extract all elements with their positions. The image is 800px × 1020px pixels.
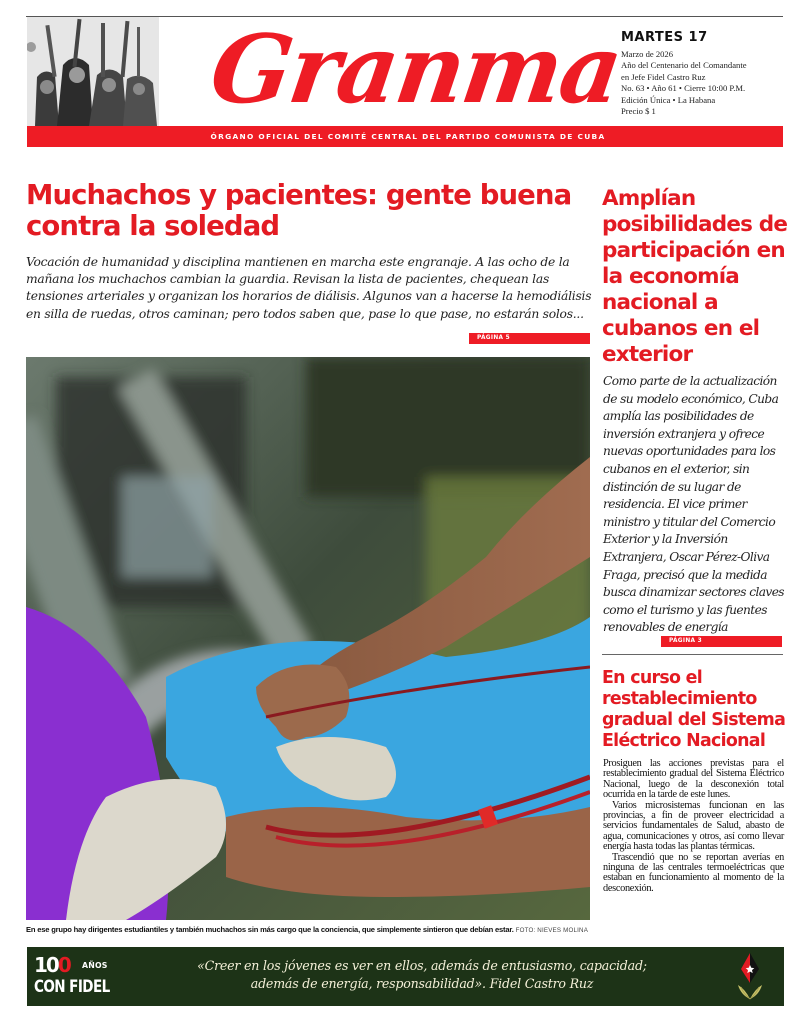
electric-paragraph-1: Prosiguen las acciones previstas para el restablecimiento gradual del Sistema Eléctrico Nacional, luego de la desconexión total ocurrida en la tarde de este lunes. bbox=[603, 758, 784, 801]
issue-info bbox=[621, 30, 791, 117]
side-headline-electric[interactable]: En curso el restablecimiento gradual del Sistema Eléctrico Nacional bbox=[602, 668, 786, 751]
electric-paragraph-2: Varios microsistemas funcionan en las provincias, a fin de proveer electricidad a servicios fundamentales de Salud, abasto de agua, comunicaciones y otros, así como llevar energía hasta todas las plantas térmicas. bbox=[603, 799, 784, 853]
main-photo-dialysis[interactable] bbox=[26, 357, 590, 920]
badge-anos: AÑOS bbox=[82, 961, 108, 970]
issue-year-dedication-2: en Jefe Fidel Castro Ruz bbox=[621, 71, 706, 82]
photo-caption bbox=[26, 924, 596, 937]
badge-100-number: 100 bbox=[34, 953, 70, 977]
fidel-quote bbox=[157, 957, 687, 992]
photo-credit: FOTO: NIEVES MOLINA bbox=[515, 927, 589, 934]
main-lead: Vocación de humanidad y disciplina mantienen en marcha este engranaje. A las ocho de la mañana los muchachos cambian la guardia. Revisan la lista de pacientes, chequean las tensiones arteriales y organizan los horarios de diálisis. Algunos van a hacerse la hemodiálisis en silla de ruedas, otros caminan; pero todos saben que, pase lo que pase, no estarán solos... bbox=[26, 255, 592, 321]
caption-text: En ese grupo hay dirigentes estudiantiles y también muchachos sin más cargo que la conciencia, que simplemente sintieron que debían estar. bbox=[26, 925, 514, 934]
issue-edition: Edición Única • La Habana bbox=[621, 94, 716, 105]
column-divider bbox=[602, 654, 783, 655]
footer-quote-banner bbox=[27, 947, 784, 1006]
main-page-ref[interactable]: PÁGINA 5 bbox=[469, 333, 590, 344]
issue-day: MARTES 17 bbox=[621, 30, 708, 45]
side-headline-economy[interactable]: Amplían posibilidades de participación en la economía nacional a cubanos en el exterior bbox=[602, 186, 788, 367]
masthead-photo bbox=[27, 17, 159, 126]
badge-con-fidel: CON FIDEL bbox=[34, 977, 110, 996]
electric-paragraph-3: Trascendió que no se reportan averías en ninguna de las centrales termoeléctricas que estaban en funcionamiento al momento de la desconexión. bbox=[603, 851, 784, 894]
side-page-ref[interactable]: PÁGINA 3 bbox=[661, 636, 782, 647]
side-body-electric bbox=[603, 759, 784, 894]
quote-line-2: además de energía, responsabilidad». Fidel Castro Ruz bbox=[250, 975, 594, 991]
issue-number: No. 63 • Año 61 • Cierre 10:00 P.M. bbox=[621, 83, 746, 94]
100-anos-con-fidel-badge bbox=[34, 954, 112, 1000]
granma-logo[interactable]: Granma bbox=[204, 15, 628, 125]
side-lead-economy: Como parte de la actualización de su modelo económico, Cuba amplía las posibilidades de inversión extranjera y ofrece nuevas oportunidades para los cubanos en el exterior, sin distinción de su lugar de residencia. El vice primer ministro y titular del Comercio Exterior y la Inversión Extranjera, Oscar Pérez-Oliva Fraga, precisó que la medida busca dinamizar sectores claves como el turismo y las fuentes renovables de energía bbox=[603, 374, 784, 635]
issue-year-dedication: Año del Centenario del Comandante bbox=[621, 60, 747, 71]
issue-date: Marzo de 2026 bbox=[621, 49, 674, 59]
party-emblem-icon bbox=[735, 953, 765, 1001]
quote-line-1: «Creer en los jóvenes es ver en ellos, además de entusiasmo, capacidad; bbox=[197, 958, 647, 973]
main-headline[interactable]: Muchachos y pacientes: gente buena contra la soledad bbox=[26, 179, 572, 242]
masthead-subtitle-band: ÓRGANO OFICIAL DEL COMITÉ CENTRAL DEL PARTIDO COMUNISTA DE CUBA bbox=[27, 126, 783, 147]
issue-price: Precio $ 1 bbox=[621, 106, 656, 117]
